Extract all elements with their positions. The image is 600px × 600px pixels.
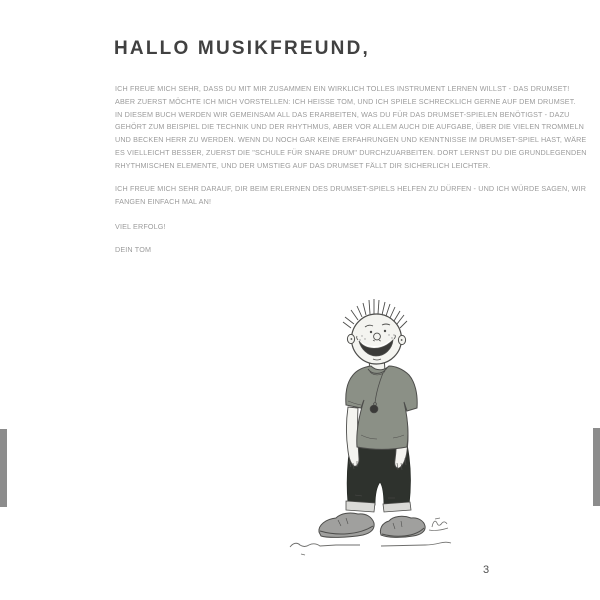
trouser-cuff-right <box>383 502 411 512</box>
page-title: HALLO MUSIKFREUND, <box>114 37 370 60</box>
intro-paragraph <box>115 83 587 173</box>
paragraph-line: RHYTHMISCHEN ELEMENTE, UND DER UMSTIEG AUF DAS DRUMSET FÄLLT DIR SICHERLICH LEICHTER. <box>115 160 491 170</box>
nose <box>374 333 381 340</box>
paragraph-line: ICH FREUE MICH SEHR DARAUF, DIR BEIM ERLERNEN DES DRUMSET-SPIELS HELFEN ZU DÜRFEN - UND ICH WÜRDE SAGEN, WIR <box>115 184 587 193</box>
paragraph-line: ABER ZUERST MÖCHTE ICH MICH VORSTELLEN: ICH HEISSE TOM, UND ICH SPIELE SCHRECKLICH GERNE AUF DEM DRUMSET. <box>115 96 576 106</box>
eye-left <box>370 331 372 333</box>
whistle-pendant <box>370 405 378 413</box>
paragraph-line: ICH FREUE MICH SEHR, DASS DU MIT MIR ZUSAMMEN EIN WIRKLICH TOLLES INSTRUMENT LERNEN WILLST - DAS DRUMSET! <box>115 84 570 93</box>
paragraph-line: IN DIESEM BUCH WERDEN WIR GEMEINSAM ALL DAS ERARBEITEN, WAS DU FÜR DAS DRUMSET-SPIELEN BENÖTIGST - DAZU <box>115 109 570 119</box>
trouser-cuff-left <box>346 501 375 512</box>
paragraph-line: ES VIELLEICHT BESSER, ZUERST DIE "SCHULE FÜR SNARE DRUM" DURCHZUARBEITEN. DORT LERNST DU DIE GRUNDLEGENDEN <box>115 147 587 157</box>
paragraph-line: FANGEN EINFACH MAL AN! <box>115 196 212 206</box>
second-paragraph <box>115 183 587 209</box>
scan-edge-artifact-right <box>593 428 600 506</box>
ear-left-dot <box>351 338 353 340</box>
artist-signature <box>429 518 448 530</box>
signoff-line: DEIN TOM <box>115 245 152 254</box>
page-number: 3 <box>483 564 490 576</box>
ground-sketch-line <box>290 542 451 555</box>
tom-cartoon-illustration <box>285 295 475 560</box>
paragraph-line: GEHÖRT ZUM BEISPIEL DIE TECHNIK UND DER RHYTHMUS, ABER VOR ALLEM AUCH DIE AUFGABE, ÜBER DIE VIELEN TROMMELN <box>115 122 584 132</box>
scan-edge-artifact-left <box>0 429 7 507</box>
shoe-left <box>319 513 374 537</box>
eye-right <box>384 330 386 332</box>
shoe-right <box>380 516 425 537</box>
closing-line: VIEL ERFOLG! <box>115 222 166 231</box>
ear-right-dot <box>401 339 403 341</box>
paragraph-line: UND BECKEN HERR ZU WERDEN. WENN DU NOCH GAR KEINE ERFAHRUNGEN UND KENNTNISSE IM DRUMSET-SPIEL HAST, WÄRE <box>115 135 587 145</box>
